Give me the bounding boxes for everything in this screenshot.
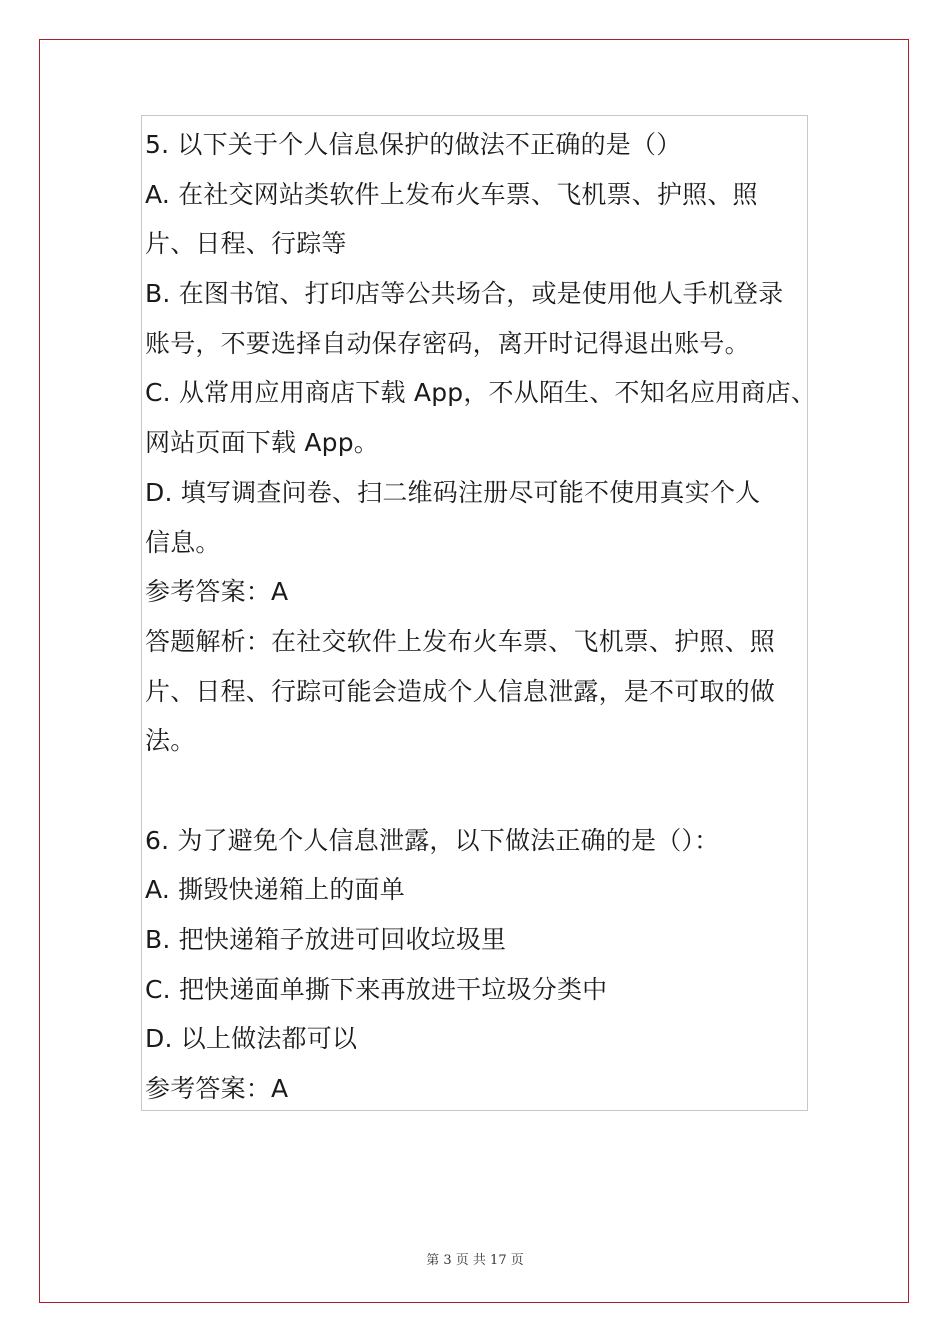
question-6 bbox=[145, 816, 807, 1114]
question-5-option-d-line-2: 信息。 bbox=[145, 527, 221, 557]
question-5-option-b-line-2: 账号，不要选择自动保存密码，离开时记得退出账号。 bbox=[145, 328, 750, 358]
question-6-option-a: A. 撕毁快递箱上的面单 bbox=[145, 875, 405, 905]
question-6-stem: 6. 为了避免个人信息泄露，以下做法正确的是（）： bbox=[145, 825, 720, 855]
question-5-option-b-line-1: B. 在图书馆、打印店等公共场合，或是使用他人手机登录 bbox=[145, 279, 784, 309]
question-5 bbox=[145, 120, 817, 766]
question-5-stem: 5. 以下关于个人信息保护的做法不正确的是（） bbox=[145, 130, 682, 159]
question-5-option-c-line-2: 网站页面下载 App。 bbox=[145, 428, 379, 458]
question-spacer bbox=[145, 766, 807, 816]
question-6-option-d: D. 以上做法都可以 bbox=[145, 1024, 358, 1054]
content-box bbox=[141, 115, 817, 1111]
question-5-option-d-line-1: D. 填写调查问卷、扫二维码注册尽可能不使用真实个人 bbox=[145, 477, 761, 507]
question-5-answer: 参考答案：A bbox=[145, 577, 289, 607]
question-5-option-a-line-2: 片、日程、行踪等 bbox=[145, 229, 347, 259]
question-6-option-b: B. 把快递箱子放进可回收垃圾里 bbox=[145, 925, 507, 954]
question-6-option-c: C. 把快递面单撕下来再放进干垃圾分类中 bbox=[145, 974, 608, 1004]
question-5-explanation-line-2: 片、日程、行踪可能会造成个人信息泄露，是不可取的做 bbox=[145, 676, 776, 706]
question-5-option-a-line-1: A. 在社交网站类软件上发布火车票、飞机票、护照、照 bbox=[145, 179, 758, 209]
page-footer: 第 3 页 共 17 页 bbox=[426, 1253, 524, 1268]
question-5-option-c-line-1: C. 从常用应用商店下载 App，不从陌生、不知名应用商店、 bbox=[145, 378, 817, 408]
question-5-explanation-line-3: 法。 bbox=[145, 726, 196, 756]
question-6-answer: 参考答案：A bbox=[145, 1074, 289, 1104]
question-5-explanation-line-1: 答题解析：在社交软件上发布火车票、飞机票、护照、照 bbox=[145, 626, 776, 656]
